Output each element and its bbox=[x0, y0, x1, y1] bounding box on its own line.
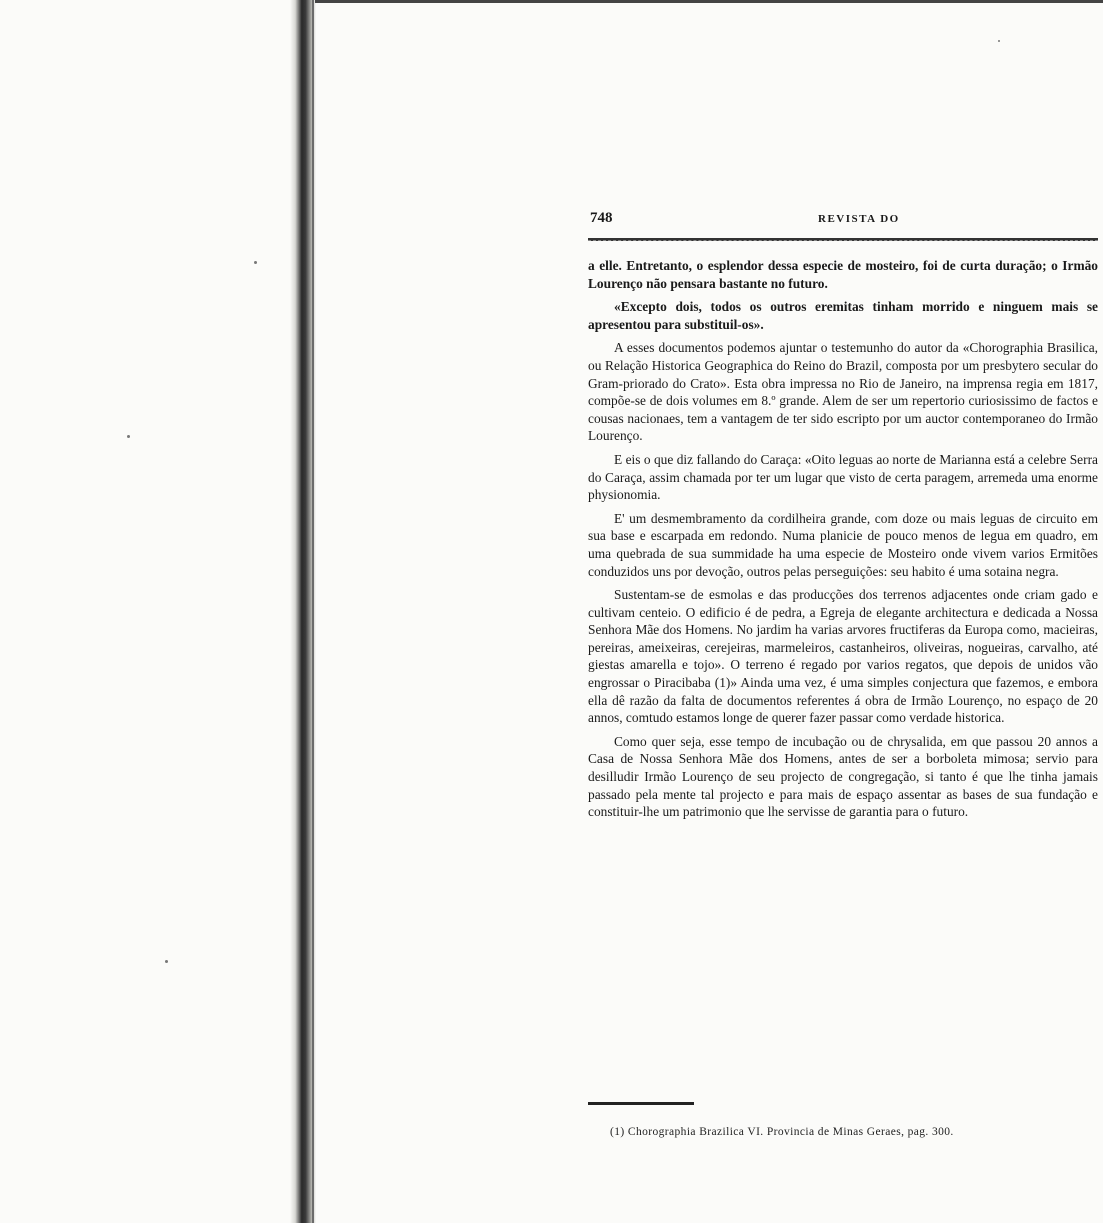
scan-speck bbox=[254, 261, 257, 264]
paragraph: Como quer seja, esse tempo de incubação ou de chrysalida, em que passou 20 annos a Casa de Nossa Senhora Mãe dos Homens, antes de ser a borboleta mimosa; servio para desilludir Irmão Lourenço de seu projecto de congregação, si tanto é que lhe tinha jamais passado pela mente tal projecto e para mais de espaço assentar as bases de sua fundação e constituir-lhe um patrimonio que lhe servisse de garantia para o futuro. bbox=[588, 733, 1098, 820]
scan-speck bbox=[165, 960, 168, 963]
paragraph: a elle. Entretanto, o esplendor dessa especie de mosteiro, foi de curta duração; o Irmão Lourenço não pensara bastante no futuro. bbox=[588, 258, 1098, 291]
page-number: 748 bbox=[590, 210, 613, 226]
paragraph: A esses documentos podemos ajuntar o testemunho do autor da «Chorographia Brasilica, ou Relação Historica Geographica do Reino do Brazil, composta por um presbytero secular do Gram-priorado do Crato». Esta obra impressa no Rio de Janeiro, na imprensa regia em 1817, compõe-se de dois volumes em 8.º grande. Alem de ser um repertorio curiosissimo de factos e cousas nacionaes, tem a vantagem de ter sido escripto por um auctor contemporaneo do Irmão Lourenço. bbox=[588, 340, 1098, 444]
body-text bbox=[588, 257, 1098, 821]
footnote: (1) Chorographia Brazilica VI. Provincia de Minas Geraes, pag. 300. bbox=[610, 1126, 954, 1138]
footnote-rule bbox=[588, 1102, 694, 1105]
gutter-line bbox=[312, 0, 314, 1223]
running-head bbox=[588, 210, 1098, 232]
scan-speck bbox=[127, 435, 130, 438]
header-rule bbox=[588, 238, 1098, 241]
paragraph: «Excepto dois, todos os outros eremitas tinham morrido e ninguem mais se apresentou para substituil-os». bbox=[588, 299, 1098, 332]
scan-speck bbox=[998, 40, 1000, 42]
running-title: REVISTA DO bbox=[818, 213, 900, 225]
paragraph: Sustentam-se de esmolas e das producções dos terrenos adjacentes onde criam gado e cultivam centeio. O edificio é de pedra, a Egreja de elegante architectura e dedicada a Nossa Senhora Mãe dos Homens. No jardim ha varias arvores fructiferas da Europa como, macieiras, pereiras, ameixeiras, cerejeiras, marmeleiros, castanheiros, oliveiras, nogueiras, carvalho, até giestas amarella e tojo». O terreno é regado por varios regatos, que depois de unidos vão engrossar o Piracibaba (1)» Ainda uma vez, é uma simples conjectura que fazemos, e embora ella dê razão da falta de documentos referentes á obra de Irmão Lourenço, no espaço de 20 annos, comtudo estamos longe de querer fazer passar como verdade historica. bbox=[588, 587, 1098, 726]
top-edge-rule bbox=[315, 0, 1103, 3]
paragraph: E' um desmembramento da cordilheira grande, com doze ou mais leguas de circuito em sua base e escarpada em redondo. Numa planicie de pouco menos de legua em quadro, em uma quebrada de sua summidade ha uma especie de Mosteiro onde vivem varios Ermitões conduzidos uns por devoção, outros pelas perseguições: seu habito é uma sotaina negra. bbox=[588, 510, 1098, 579]
paragraph: E eis o que diz fallando do Caraça: «Oito leguas ao norte de Marianna está a celebre Serra do Caraça, assim chamada por ter um lugar que visto de certa paragem, arremeda uma enorme physionomia. bbox=[588, 451, 1098, 503]
book-page bbox=[588, 210, 1098, 827]
